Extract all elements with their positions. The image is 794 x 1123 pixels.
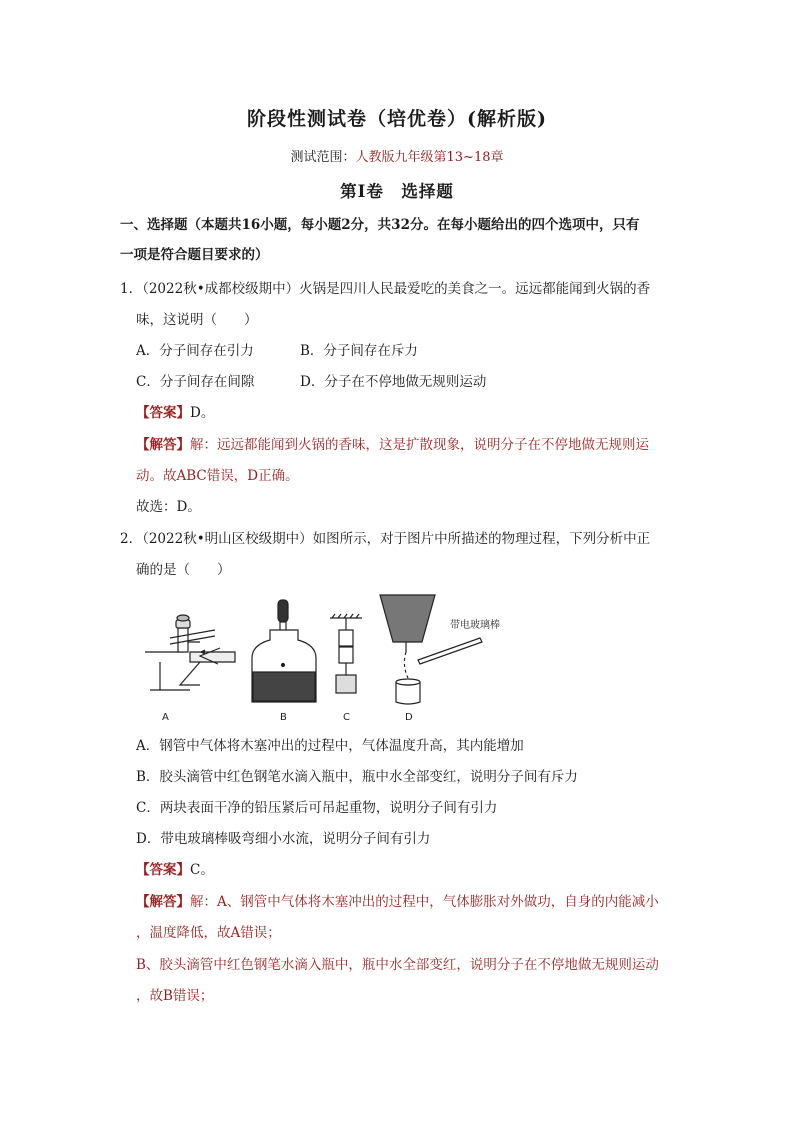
section-title: 第Ⅰ卷 选择题 — [340, 182, 454, 201]
figure-a-steel-tube — [145, 615, 235, 690]
q2-answer — [136, 861, 214, 879]
q2-stem-line-2: 确的是（ ） — [136, 562, 231, 578]
q1-answer-tag: 【答案】 — [136, 405, 190, 421]
q1-choice: 故选：D。 — [136, 499, 201, 515]
q2-stem-line-1: 2．（2022秋•明山区校级期中）如图所示，对于图片中所描述的物理过程，下列分析中正 — [120, 531, 651, 547]
figure-b-dropper-bottle — [252, 600, 316, 702]
q2-analysis-tag: 【解答】 — [136, 894, 190, 910]
q2-option-c: C．两块表面干净的铅压紧后可吊起重物，说明分子间有引力 — [136, 800, 498, 816]
figure-label-b: B — [280, 712, 287, 723]
q2-option-b: B．胶头滴管中红色钢笔水滴入瓶中，瓶中水全部变红，说明分子间有斥力 — [136, 769, 578, 785]
q2-answer-tag: 【答案】 — [136, 862, 190, 878]
q1-analysis-line-2: 动。故ABC错误，D正确。 — [136, 468, 299, 484]
figure-c-lead-blocks — [330, 614, 362, 693]
test-scope — [0, 146, 794, 165]
instructions-line-1: 一、选择题（本题共16小题，每小题2分，共32分。在每小题给出的四个选项中，只有 — [120, 217, 640, 233]
q2-analysis-line-1 — [136, 893, 659, 911]
q1-option-a: A．分子间存在引力 — [136, 343, 254, 359]
scope-value: 人教版九年级第13~18章 — [355, 150, 504, 165]
q2-analysis-line-4: ，故B错误； — [136, 988, 214, 1004]
q1-option-b: B．分子间存在斥力 — [300, 343, 418, 359]
q1-analysis-tag: 【解答】 — [136, 437, 190, 453]
physics-experiments-illustration — [140, 590, 520, 725]
figure-label-c: C — [343, 712, 350, 723]
figure-label-d: D — [405, 712, 413, 723]
q2-figure — [140, 590, 520, 725]
q1-option-c: C．分子间存在间隙 — [136, 374, 255, 390]
q1-answer — [136, 404, 214, 422]
q1-stem-line-1: 1．（2022秋•成都校级期中）火锅是四川人民最爱吃的美食之一。远远都能闻到火锅的香 — [120, 281, 651, 297]
figure-label-a: A — [162, 712, 169, 723]
q2-analysis-line-3: B、胶头滴管中红色钢笔水滴入瓶中，瓶中水全部变红，说明分子在不停地做无规则运动 — [136, 957, 659, 973]
q2-answer-value: C。 — [190, 862, 214, 878]
q2-analysis-line-2: ，温度降低，故A错误； — [136, 925, 281, 941]
q1-option-d: D．分子在不停地做无规则运动 — [300, 374, 487, 390]
q2-analysis-text: 解：A、钢管中气体将木塞冲出的过程中，气体膨胀对外做功，自身的内能减小 — [190, 894, 659, 910]
q1-analysis-text: 解：远远都能闻到火锅的香味，这是扩散现象，说明分子在不停地做无规则运 — [190, 437, 649, 453]
q1-analysis-line-1 — [136, 436, 649, 454]
figure-rod-label: 带电玻璃棒 — [450, 620, 500, 631]
scope-label: 测试范围： — [290, 150, 356, 165]
q1-stem-line-2: 味，这说明（ ） — [136, 312, 258, 328]
page-title: 阶段性测试卷（培优卷）(解析版) — [247, 108, 547, 130]
q2-option-a: A．钢管中气体将木塞冲出的过程中，气体温度升高，其内能增加 — [136, 738, 524, 754]
q1-answer-value: D。 — [190, 405, 215, 421]
figure-d-charged-rod — [380, 595, 482, 704]
q2-option-d: D．带电玻璃棒吸弯细小水流，说明分子间有引力 — [136, 831, 431, 847]
instructions-line-2: 一项是符合题目要求的） — [120, 247, 269, 263]
